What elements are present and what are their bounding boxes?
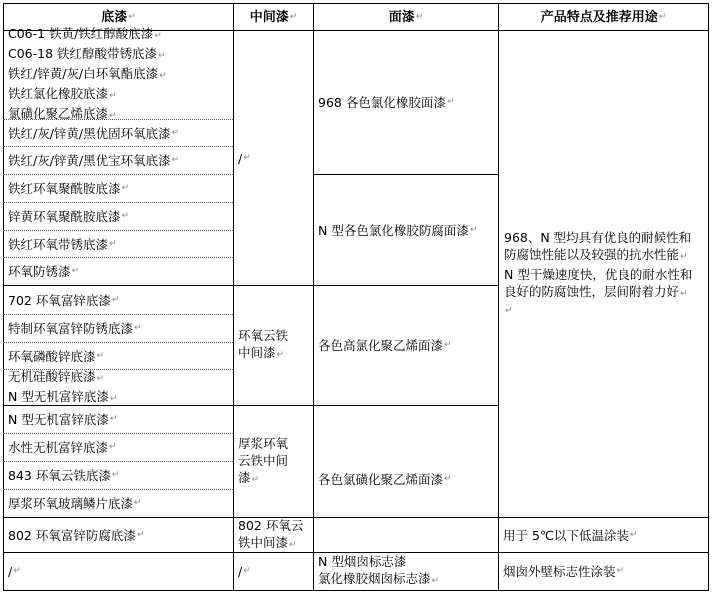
primer-cell: 水性无机富锌底漆 ↵ [8,440,117,455]
features-cell: 烟囱外壁标志性涂装 ↵ [503,564,625,579]
features-cell: 用于 5℃以下低温涂装 ↵ [503,527,638,543]
header-topcoat: 面漆 ↵ [388,9,424,25]
primer-cell: 702 环氧富锌底漆 ↵ [8,292,120,308]
features-paragraph: 968、N 型均具有优良的耐候性和防腐蚀性能以及较强的抗水性能↵ [504,229,692,262]
primer-item: 氯磺化聚乙烯底漆↵ [8,106,117,121]
primer-cell: 铁红/灰/锌黄/黑优宝环氧底漆 ↵ [8,153,180,168]
topcoat-cell: N 型烟囱标志漆 氯化橡胶烟囱标志漆↵ [318,554,440,586]
paragraph-mark: ↵ [505,305,513,316]
intermediate-cell: / ↵ [238,564,251,579]
intermediate-cell: 802 环氧云 铁中间漆↵ [238,517,304,550]
primer-cell-group [4,370,233,405]
coating-system-table [3,3,709,591]
primer-cell: N 型无机富锌底漆 ↵ [8,412,118,427]
primer-item: 铁红氯化橡胶底漆↵ [8,86,117,101]
primer-item: N 型无机富锌底漆↵ [8,388,118,404]
topcoat-cell: N 型各色氯化橡胶防腐面漆 ↵ [318,222,478,238]
table-border-bottom [3,590,709,591]
primer-cell: 厚浆环氧玻璃鳞片底漆 ↵ [8,496,142,511]
primer-cell: 环氧磷酸锌底漆 ↵ [8,348,105,364]
header-primer: 底漆 ↵ [101,9,136,25]
primer-item: C06-1 铁黄/铁红醇酸底漆↵ [8,26,162,41]
primer-cell: 铁红环氧聚酰胺底漆 ↵ [8,181,130,196]
topcoat-cell: 968 各色氯化橡胶面漆 ↵ [318,95,455,110]
intermediate-cell: / ↵ [238,150,251,166]
primer-cell-group [4,26,233,121]
features-paragraph: N 型干燥速度快，优良的耐水性和良好的防腐蚀性，层间附着力好↵ [504,266,693,299]
topcoat-cell: 各色高氯化聚乙烯面漆 ↵ [318,338,452,353]
features-cell [499,31,708,517]
topcoat-cell: 各色氯磺化聚乙烯面漆 ↵ [318,471,452,487]
primer-item: 无机硅酸锌底漆↵ [8,368,105,384]
primer-cell: 环氧防锈漆 ↵ [8,264,80,279]
primer-cell: 铁红/灰/锌黄/黑优固环氧底漆 ↵ [8,125,180,141]
primer-item: C06-18 铁红醇酸带锈底漆↵ [8,46,166,61]
intermediate-cell: 环氧云铁 中间漆↵ [238,328,289,360]
header-features: 产品特点及推荐用途 ↵ [540,9,667,25]
primer-cell: 特制环氧富锌防锈底漆 ↵ [8,321,142,336]
primer-cell: 锌黄环氧聚酰胺底漆 ↵ [8,209,130,224]
primer-cell: 铁红环氧带锈底漆 ↵ [8,236,117,252]
table-border-right [708,3,709,591]
primer-cell: / ↵ [8,564,21,579]
primer-cell: 843 环氧云铁底漆 ↵ [8,468,120,483]
header-intermediate: 中间漆 ↵ [249,9,298,25]
intermediate-cell: 厚浆环氧 云铁中间 漆↵ [238,435,289,485]
primer-item: 铁红/锌黄/灰/白环氧酯底漆↵ [8,66,167,81]
primer-cell: 802 环氧富锌防腐底漆 ↵ [8,527,145,543]
